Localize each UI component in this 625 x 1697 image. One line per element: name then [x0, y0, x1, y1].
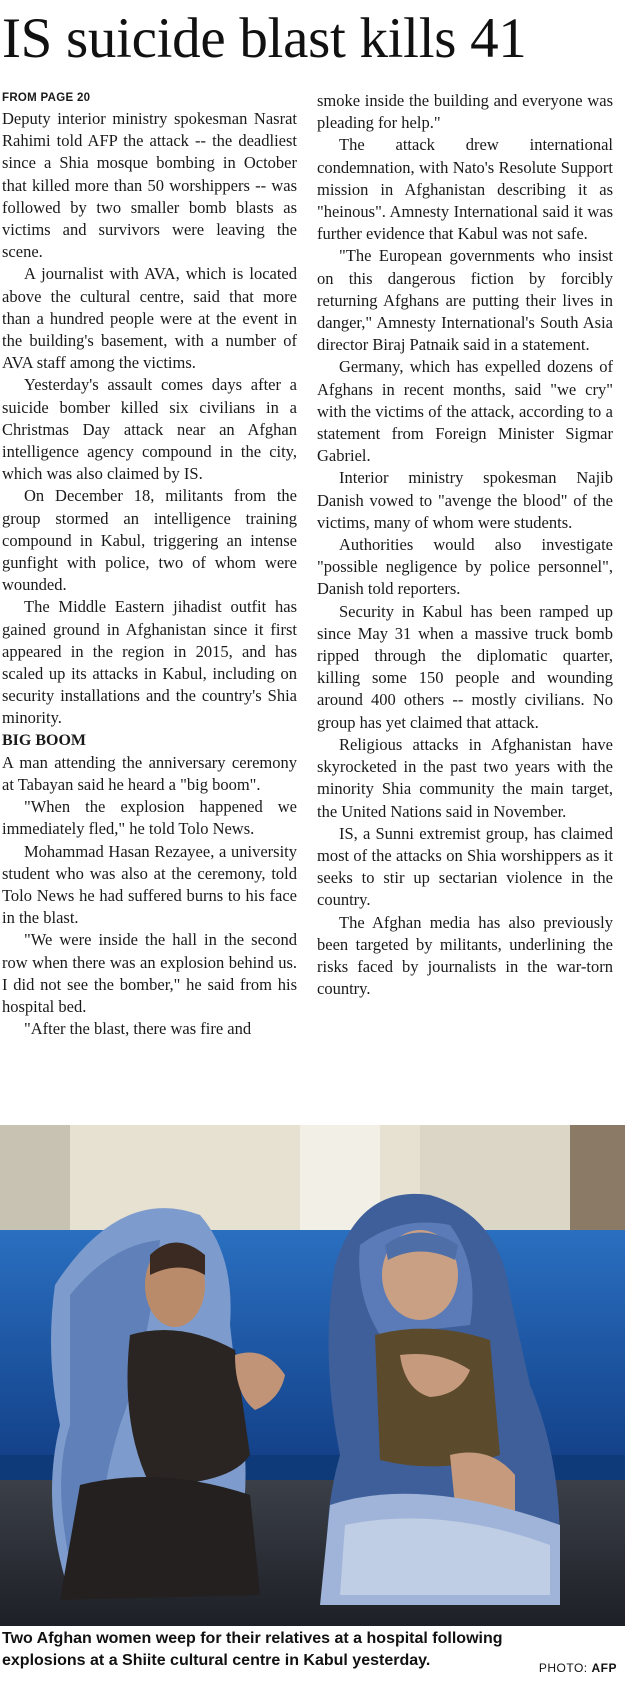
article-paragraph: "We were inside the hall in the second row when there was an explosion behind us. I did not see the bomber," he said from his hospital bed. [2, 930, 297, 1016]
article-paragraph: Deputy interior ministry spokesman Nasrat Rahimi told AFP the attack -- the deadliest since a Shia mosque bombing in October that killed more than 50 worshippers -- was followed by two smaller bomb blasts as victims and survivors were leaving the scene. [2, 109, 297, 262]
article-paragraph: The attack drew international condemnation, with Nato's Resolute Support mission in Afghanistan describing it as "heinous". Amnesty International said it was further evidence that Kabul was not safe. [317, 135, 613, 244]
article-paragraph: A journalist with AVA, which is located above the cultural centre, said that more than a hundred people were at the event in the building's basement, with a number of AVA staff among the victims. [2, 264, 297, 373]
article-paragraph: "The European governments who insist on this dangerous fiction by forcibly returning Afghans are putting their lives in danger," Amnesty International's South Asia director Biraj Patnaik said in a statement. [317, 246, 613, 355]
article-column-left [2, 90, 297, 1040]
article-paragraph: Mohammad Hasan Rezayee, a university student who was also at the ceremony, told Tolo News he had suffered burns to his face in the blast. [2, 841, 297, 928]
article-paragraph: The Afghan media has also previously been targeted by militants, underlining the risks faced by journalists in the war-torn country. [317, 912, 613, 999]
article-paragraph: "When the explosion happened we immediately fled," he told Tolo News. [2, 797, 297, 839]
article-paragraph: "After the blast, there was fire and [24, 1019, 252, 1039]
article-paragraph: Security in Kabul has been ramped up since May 31 when a massive truck bomb ripped through the diplomatic quarter, killing some 150 people and wounding around 400 others -- mostly civilians. No group has yet claimed that attack. [317, 601, 613, 732]
article-paragraph: Authorities would also investigate "possible negligence by police personnel", Danish told reporters. [317, 535, 613, 599]
article-paragraph: Yesterday's assault comes days after a suicide bomber killed six civilians in a Christmas Day attack near an Afghan intelligence agency compound in the city, which was also claimed by IS. [2, 375, 297, 484]
article-paragraph: A man attending the anniversary ceremony at Tabayan said he heard a "big boom". [2, 752, 297, 794]
photo-caption: Two Afghan women weep for their relatives at a hospital following explosions at a Shiite cultural centre in Kabul yesterday. [2, 1630, 503, 1669]
article-paragraph: Religious attacks in Afghanistan have skyrocketed in the past two years with the minority Shia community the main target, the United Nations said in November. [317, 734, 613, 821]
photo-illustration [0, 1125, 625, 1626]
article-paragraph: smoke inside the building and everyone was pleading for help." [317, 91, 613, 133]
article-paragraph: IS, a Sunni extremist group, has claimed most of the attacks on Shia worshippers as it seeks to stir up sectarian violence in the country. [317, 823, 613, 910]
photo-credit [539, 1660, 617, 1676]
article-paragraph: Germany, which has expelled dozens of Afghans in recent months, said "we cry" with the victims of the attack, according to a statement from Foreign Minister Sigmar Gabriel. [317, 357, 613, 466]
article-paragraph: On December 18, militants from the group stormed an intelligence training compound in Kabul, triggering an intense gunfight with police, two of whom were wounded. [2, 486, 297, 595]
article-paragraph: The Middle Eastern jihadist outfit has gained ground in Afghanistan since it first appeared in the region in 2015, and has scaled up its attacks in Kabul, including on security installations and the country's Shia minority. [2, 597, 297, 728]
news-photo [0, 1125, 625, 1626]
headline: IS suicide blast kills 41 [2, 7, 527, 70]
subhead: BIG BOOM [2, 731, 87, 749]
photo-credit-source: AFP [591, 1661, 617, 1675]
photo-credit-label: PHOTO: [538, 1661, 588, 1675]
article-paragraph: Interior ministry spokesman Najib Danish vowed to "avenge the blood" of the victims, many of whom were students. [317, 468, 613, 532]
continued-from-kicker: FROM PAGE 20 [2, 92, 91, 104]
article-column-right [317, 90, 613, 1000]
